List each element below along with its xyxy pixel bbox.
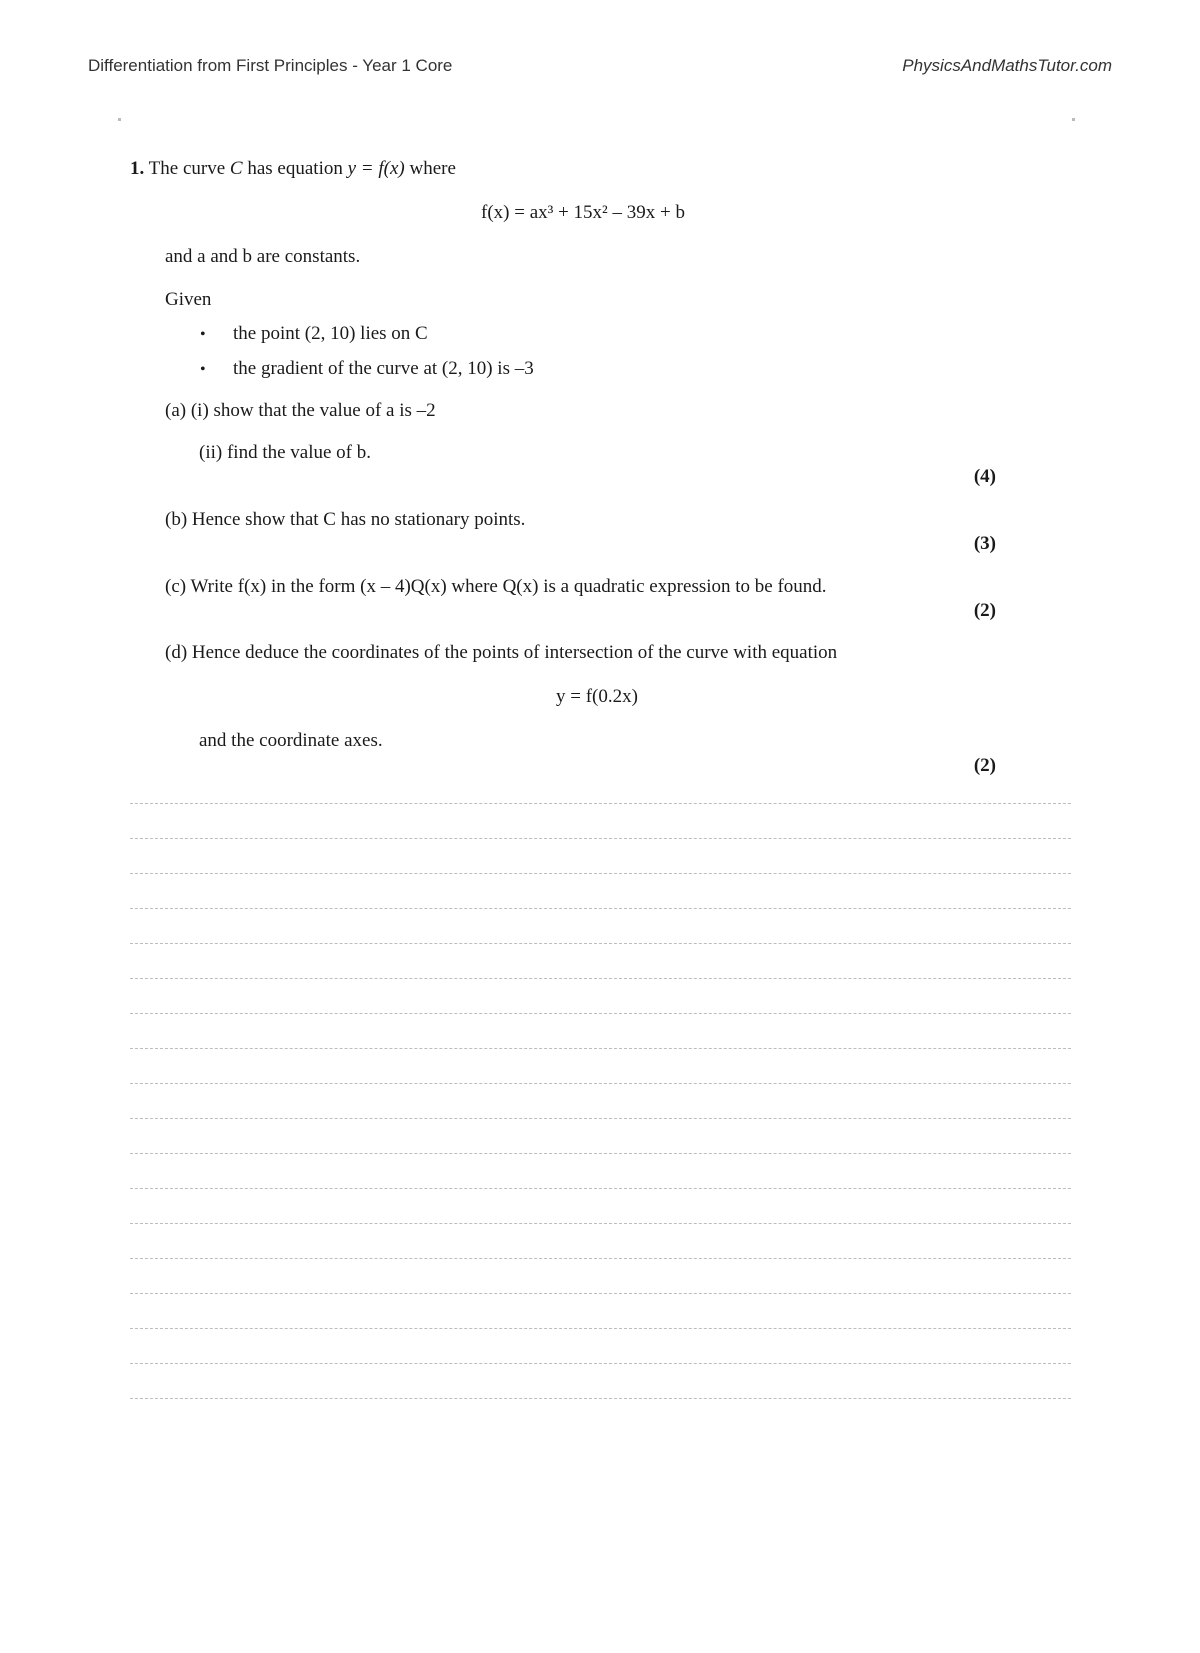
bullet-icon: • [200, 361, 206, 378]
corner-mark [118, 118, 121, 121]
part-d-end: and the coordinate axes. [199, 730, 383, 751]
answer-line [130, 803, 1071, 804]
answer-line [130, 873, 1071, 874]
part-b: (b) Hence show that C has no stationary points. [165, 509, 526, 530]
answer-line [130, 1048, 1071, 1049]
part-a-ii: (ii) find the value of b. [199, 442, 372, 463]
intro-text: The curve [148, 158, 230, 179]
bullet-icon: • [200, 326, 206, 343]
answer-line [130, 1013, 1071, 1014]
answer-line [130, 1328, 1071, 1329]
answer-line [130, 1153, 1071, 1154]
header-site: PhysicsAndMathsTutor.com [902, 56, 1112, 75]
part-a-i: (a) (i) show that the value of a is –2 [165, 400, 436, 421]
answer-line [130, 1118, 1071, 1119]
part-c-marks: (2) [973, 600, 996, 621]
corner-mark [1072, 118, 1075, 121]
answer-line [130, 1223, 1071, 1224]
answer-line [130, 978, 1071, 979]
main-equation: f(x) = ax³ + 15x² – 39x + b [481, 202, 685, 223]
part-d: (d) Hence deduce the coordinates of the points of intersection of the curve with equation [165, 642, 838, 663]
answer-line [130, 1398, 1071, 1399]
answer-line [130, 1188, 1071, 1189]
bullet-item: the point (2, 10) lies on C [233, 323, 428, 344]
answer-line [130, 943, 1071, 944]
constants-line: and a and b are constants. [165, 246, 361, 267]
intro-text: has equation [242, 158, 348, 179]
question-number: 1. [130, 158, 145, 179]
curve-label: C [229, 158, 243, 179]
intro-text: where [404, 158, 456, 179]
answer-line [130, 1258, 1071, 1259]
part-d-marks: (2) [973, 755, 996, 776]
answer-line [130, 838, 1071, 839]
bullet-item: the gradient of the curve at (2, 10) is –3 [233, 358, 534, 379]
part-a-marks: (4) [973, 466, 996, 487]
answer-line [130, 908, 1071, 909]
header-title: Differentiation from First Principles - Year 1 Core [88, 56, 453, 75]
given-label: Given [165, 289, 212, 310]
part-d-equation: y = f(0.2x) [556, 686, 638, 707]
answer-line [130, 1083, 1071, 1084]
intro-equation: y = f(x) [347, 158, 405, 179]
part-c: (c) Write f(x) in the form (x – 4)Q(x) where Q(x) is a quadratic expression to be found. [165, 576, 827, 597]
question-intro [130, 158, 456, 180]
answer-line [130, 1293, 1071, 1294]
answer-line [130, 1363, 1071, 1364]
part-b-marks: (3) [973, 533, 996, 554]
